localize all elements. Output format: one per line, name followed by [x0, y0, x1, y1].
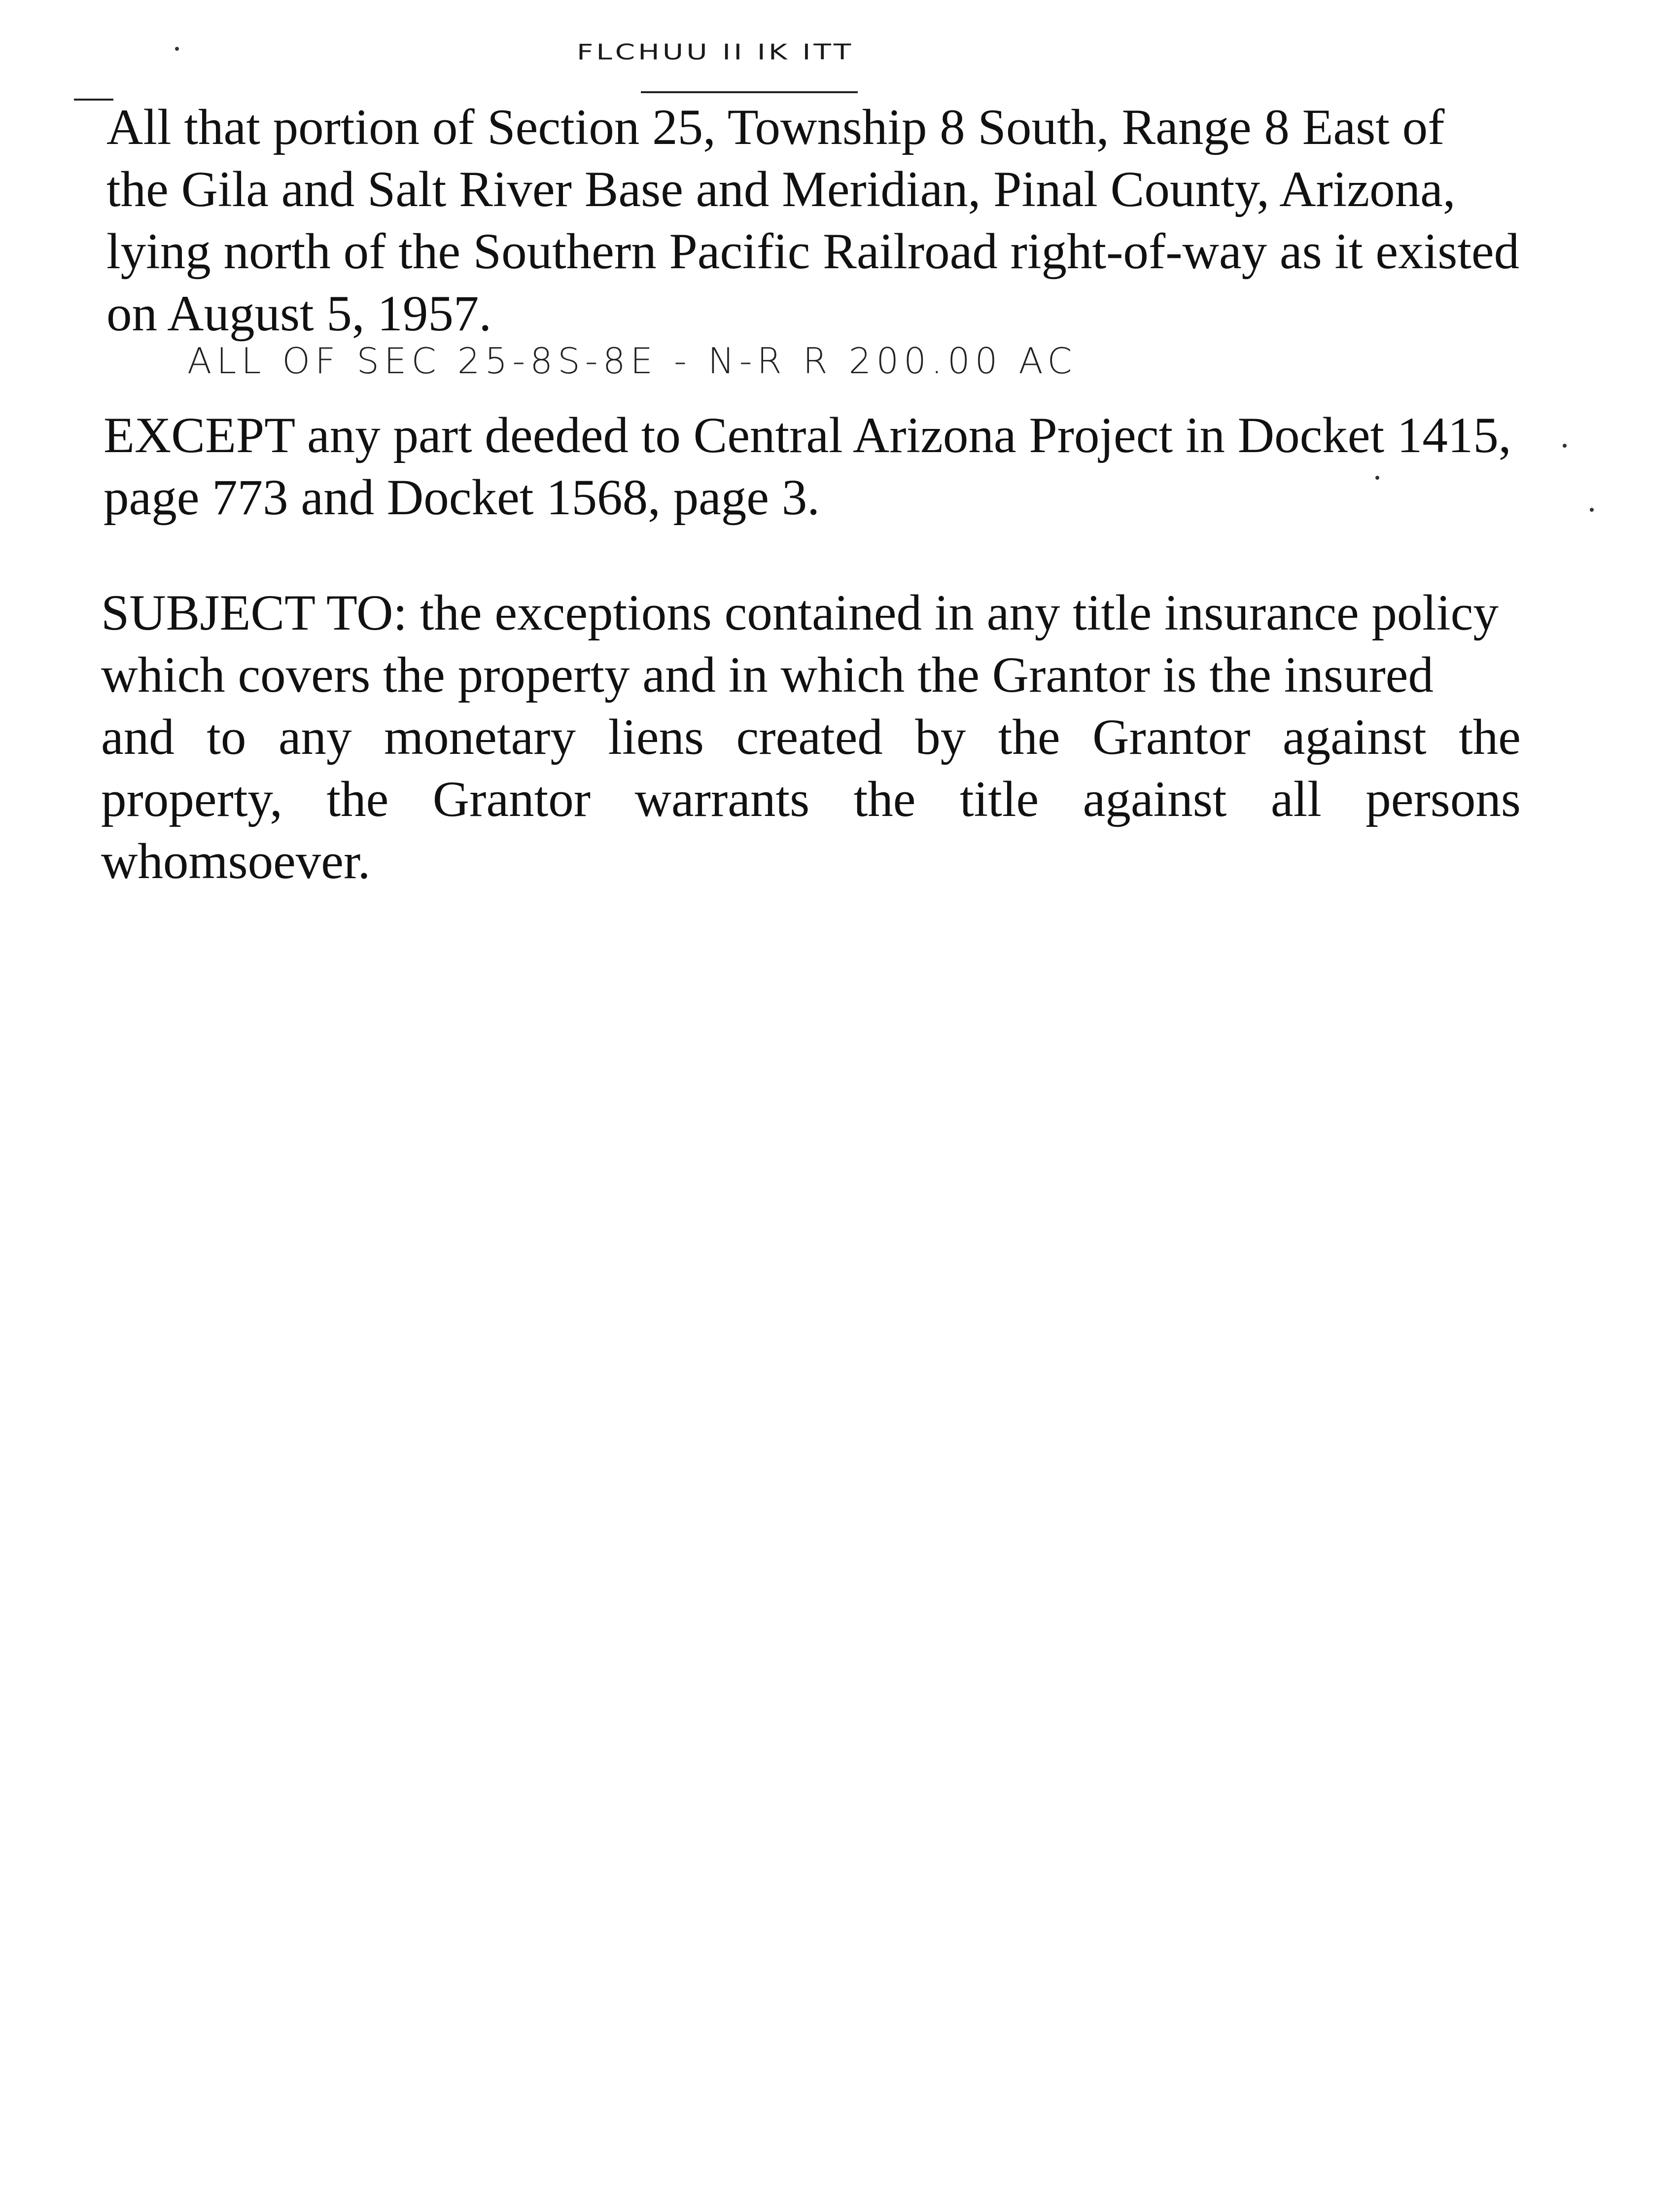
word: the — [853, 771, 916, 827]
paragraph-line: All that portion of Section 25, Township 8 South, Range 8 East of — [106, 99, 1445, 155]
word: all — [1270, 771, 1322, 827]
word: liens — [608, 709, 704, 765]
paragraph-line: lying north of the Southern Pacific Railroad right-of-way as it existed — [106, 223, 1520, 280]
header-underline — [641, 91, 858, 93]
word: monetary — [384, 709, 576, 765]
paragraph-line: the Gila and Salt River Base and Meridian, Pinal County, Arizona, — [106, 161, 1456, 217]
word: and — [101, 709, 175, 765]
word: the — [1459, 709, 1521, 765]
subject-to-paragraph — [101, 582, 1521, 892]
word: by — [915, 709, 966, 765]
word: against — [1083, 771, 1227, 827]
paragraph-line: which covers the property and in which the Grantor is the insured — [101, 647, 1434, 703]
paragraph-line: on August 5, 1957. — [106, 285, 492, 342]
word: against — [1282, 709, 1427, 765]
paragraph-line: whomsoever. — [101, 833, 371, 889]
paragraph-line — [101, 768, 1521, 830]
scan-speck — [175, 47, 179, 51]
word: title — [959, 771, 1039, 827]
handwritten-header-stamp: FLCHUU II IK ITT — [577, 39, 854, 65]
paragraph-line: EXCEPT any part deeded to Central Arizona Project in Docket 1415, — [104, 407, 1511, 463]
handwritten-acreage-note: ALL OF SEC 25-8S-8E - N-R R 200.00 AC — [187, 340, 1077, 382]
scan-speck — [1563, 444, 1567, 448]
word: to — [207, 709, 246, 765]
scan-speck — [1375, 476, 1379, 480]
word: Grantor — [432, 771, 591, 827]
word: the — [326, 771, 389, 827]
scan-speck — [1590, 508, 1594, 512]
except-paragraph — [104, 404, 1511, 529]
legal-description-paragraph — [106, 96, 1519, 345]
word: the — [998, 709, 1060, 765]
paragraph-line: SUBJECT TO: the exceptions contained in any title insurance policy — [101, 585, 1499, 641]
word: persons — [1365, 771, 1521, 827]
word: created — [736, 709, 883, 765]
word: property, — [101, 771, 282, 827]
word: any — [278, 709, 352, 765]
word: warrants — [634, 771, 810, 827]
paragraph-line: page 773 and Docket 1568, page 3. — [104, 469, 820, 526]
word: Grantor — [1092, 709, 1251, 765]
paragraph-line — [101, 706, 1521, 768]
